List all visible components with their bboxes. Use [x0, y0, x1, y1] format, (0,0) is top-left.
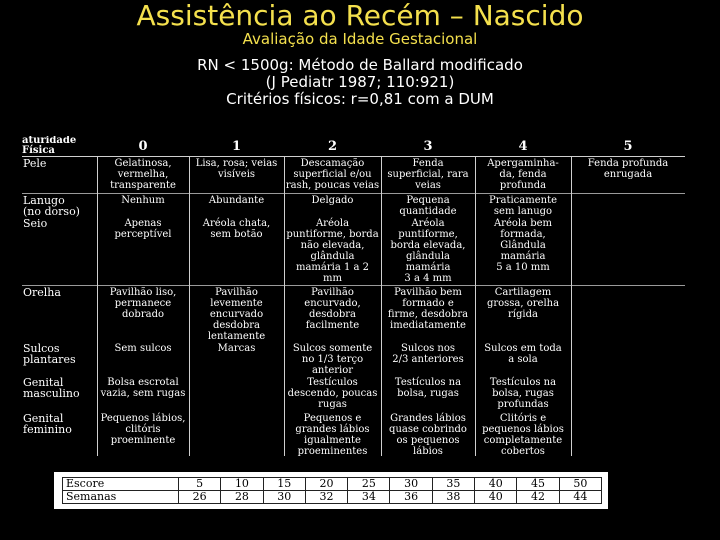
cell-pele-3: Fenda superficial, rara veias [381, 157, 475, 194]
semanas-value: 28 [221, 491, 263, 504]
cell-orelha-3: Pavilhão bem formado e firme, desdobra imediatamente [381, 285, 475, 342]
header-score-4: 4 [475, 136, 571, 157]
cell-orelha-2: Pavilhão encurvado, desdobra facilmente [284, 285, 381, 342]
table-row-pele [22, 157, 685, 194]
cell-genital-feminino-2: Pequenos e grandes lábios igualmente proeminentes [284, 412, 381, 457]
escore-value: 10 [221, 478, 263, 491]
cell-genital-feminino-4: Clitóris e pequenos lábios completamente cobertos [475, 412, 571, 457]
escore-value: 25 [348, 478, 390, 491]
semanas-value: 42 [517, 491, 559, 504]
cell-sulcos-2: Sulcos somente no 1/3 terço anterior [284, 342, 381, 376]
method-info [0, 57, 720, 108]
cell-seio-1: Aréola chata, sem botão [189, 217, 284, 285]
info-line-correlation: Critérios físicos: r=0,81 com a DUM [226, 90, 494, 108]
semanas-value: 30 [263, 491, 305, 504]
escore-value: 15 [263, 478, 305, 491]
escore-value: 40 [475, 478, 517, 491]
cell-lanugo-3: Pequena quantidade [381, 194, 475, 218]
cell-genital-feminino-5 [571, 412, 685, 457]
cell-genital-feminino-0: Pequenos lábios, clitóris proeminente [97, 412, 189, 457]
table-row-orelha [22, 285, 685, 342]
header-score-0: 0 [97, 136, 189, 157]
cell-pele-2: Descamação superficial e/ou rash, poucas veias [284, 157, 381, 194]
table-header-row [22, 136, 685, 157]
criterion-pele: Pele [22, 157, 97, 194]
criterion-genital-masculino: Genital masculino [22, 376, 97, 412]
criterion-lanugo: Lanugo (no dorso) [22, 194, 97, 218]
criterion-orelha: Orelha [22, 285, 97, 342]
semanas-value: 26 [179, 491, 221, 504]
cell-lanugo-1: Abundante [189, 194, 284, 218]
header-score-3: 3 [381, 136, 475, 157]
ballard-table-container [22, 136, 685, 456]
semanas-value: 44 [559, 491, 601, 504]
table-row-genital-masculino [22, 376, 685, 412]
table-row-sulcos [22, 342, 685, 376]
info-line-reference: (J Pediatr 1987; 110:921) [265, 73, 455, 91]
escore-value: 50 [559, 478, 601, 491]
cell-orelha-1: Pavilhão levemente encurvado desdobra lentamente [189, 285, 284, 342]
header-score-5: 5 [571, 136, 685, 157]
cell-orelha-4: Cartilagem grossa, orelha rígida [475, 285, 571, 342]
escore-value: 5 [179, 478, 221, 491]
score-weeks-table [62, 477, 602, 504]
cell-genital-masculino-3: Testículos na bolsa, rugas [381, 376, 475, 412]
cell-pele-4: Apergaminha- da, fenda profunda [475, 157, 571, 194]
cell-sulcos-1: Marcas [189, 342, 284, 376]
cell-genital-feminino-1 [189, 412, 284, 457]
cell-seio-0: Apenas perceptível [97, 217, 189, 285]
semanas-value: 32 [305, 491, 347, 504]
escore-label: Escore [63, 478, 179, 491]
cell-lanugo-2: Delgado [284, 194, 381, 218]
cell-pele-0: Gelatinosa, vermelha, transparente [97, 157, 189, 194]
header-score-1: 1 [189, 136, 284, 157]
score-weeks-panel [54, 472, 608, 509]
cell-sulcos-3: Sulcos nos 2/3 anteriores [381, 342, 475, 376]
escore-value: 30 [390, 478, 432, 491]
table-row-genital-feminino [22, 412, 685, 457]
cell-genital-masculino-5 [571, 376, 685, 412]
semanas-label: Semanas [63, 491, 179, 504]
criterion-sulcos: Sulcos plantares [22, 342, 97, 376]
criterion-seio: Seio [22, 217, 97, 285]
escore-value: 35 [432, 478, 474, 491]
cell-genital-masculino-0: Bolsa escrotal vazia, sem rugas [97, 376, 189, 412]
cell-seio-2: Aréola puntiforme, borda não elevada, glândula mamária 1 a 2 mm [284, 217, 381, 285]
escore-value: 20 [305, 478, 347, 491]
semanas-value: 40 [475, 491, 517, 504]
semanas-value: 38 [432, 491, 474, 504]
cell-lanugo-0: Nenhum [97, 194, 189, 218]
cell-lanugo-5 [571, 194, 685, 218]
cell-genital-masculino-4: Testículos na bolsa, rugas profundas [475, 376, 571, 412]
cell-genital-masculino-2: Testículos descendo, poucas rugas [284, 376, 381, 412]
table-row-lanugo [22, 194, 685, 218]
cell-pele-1: Lisa, rosa; veias visíveis [189, 157, 284, 194]
info-line-method: RN < 1500g: Método de Ballard modificado [197, 56, 523, 74]
escore-row [63, 478, 602, 491]
table-row-seio [22, 217, 685, 285]
escore-value: 45 [517, 478, 559, 491]
cell-sulcos-4: Sulcos em toda a sola [475, 342, 571, 376]
cell-sulcos-5 [571, 342, 685, 376]
cell-sulcos-0: Sem sulcos [97, 342, 189, 376]
semanas-row [63, 491, 602, 504]
ballard-physical-maturity-table [22, 136, 685, 456]
slide-title: Assistência ao Recém – Nascido [136, 0, 584, 32]
cell-pele-5: Fenda profunda enrugada [571, 157, 685, 194]
semanas-value: 36 [390, 491, 432, 504]
cell-genital-feminino-3: Grandes lábios quase cobrindo os pequenos lábios [381, 412, 475, 457]
slide-subtitle: Avaliação da Idade Gestacional [242, 30, 478, 48]
header-score-2: 2 [284, 136, 381, 157]
cell-orelha-5 [571, 285, 685, 342]
cell-lanugo-4: Praticamente sem lanugo [475, 194, 571, 218]
header-criterion: aturidade Física [22, 136, 97, 157]
cell-genital-masculino-1 [189, 376, 284, 412]
cell-seio-4: Aréola bem formada, Glândula mamária 5 a 10 mm [475, 217, 571, 285]
cell-orelha-0: Pavilhão liso, permanece dobrado [97, 285, 189, 342]
criterion-genital-feminino: Genital feminino [22, 412, 97, 457]
cell-seio-5 [571, 217, 685, 285]
cell-seio-3: Aréola puntiforme, borda elevada, glândula mamária 3 a 4 mm [381, 217, 475, 285]
semanas-value: 34 [348, 491, 390, 504]
